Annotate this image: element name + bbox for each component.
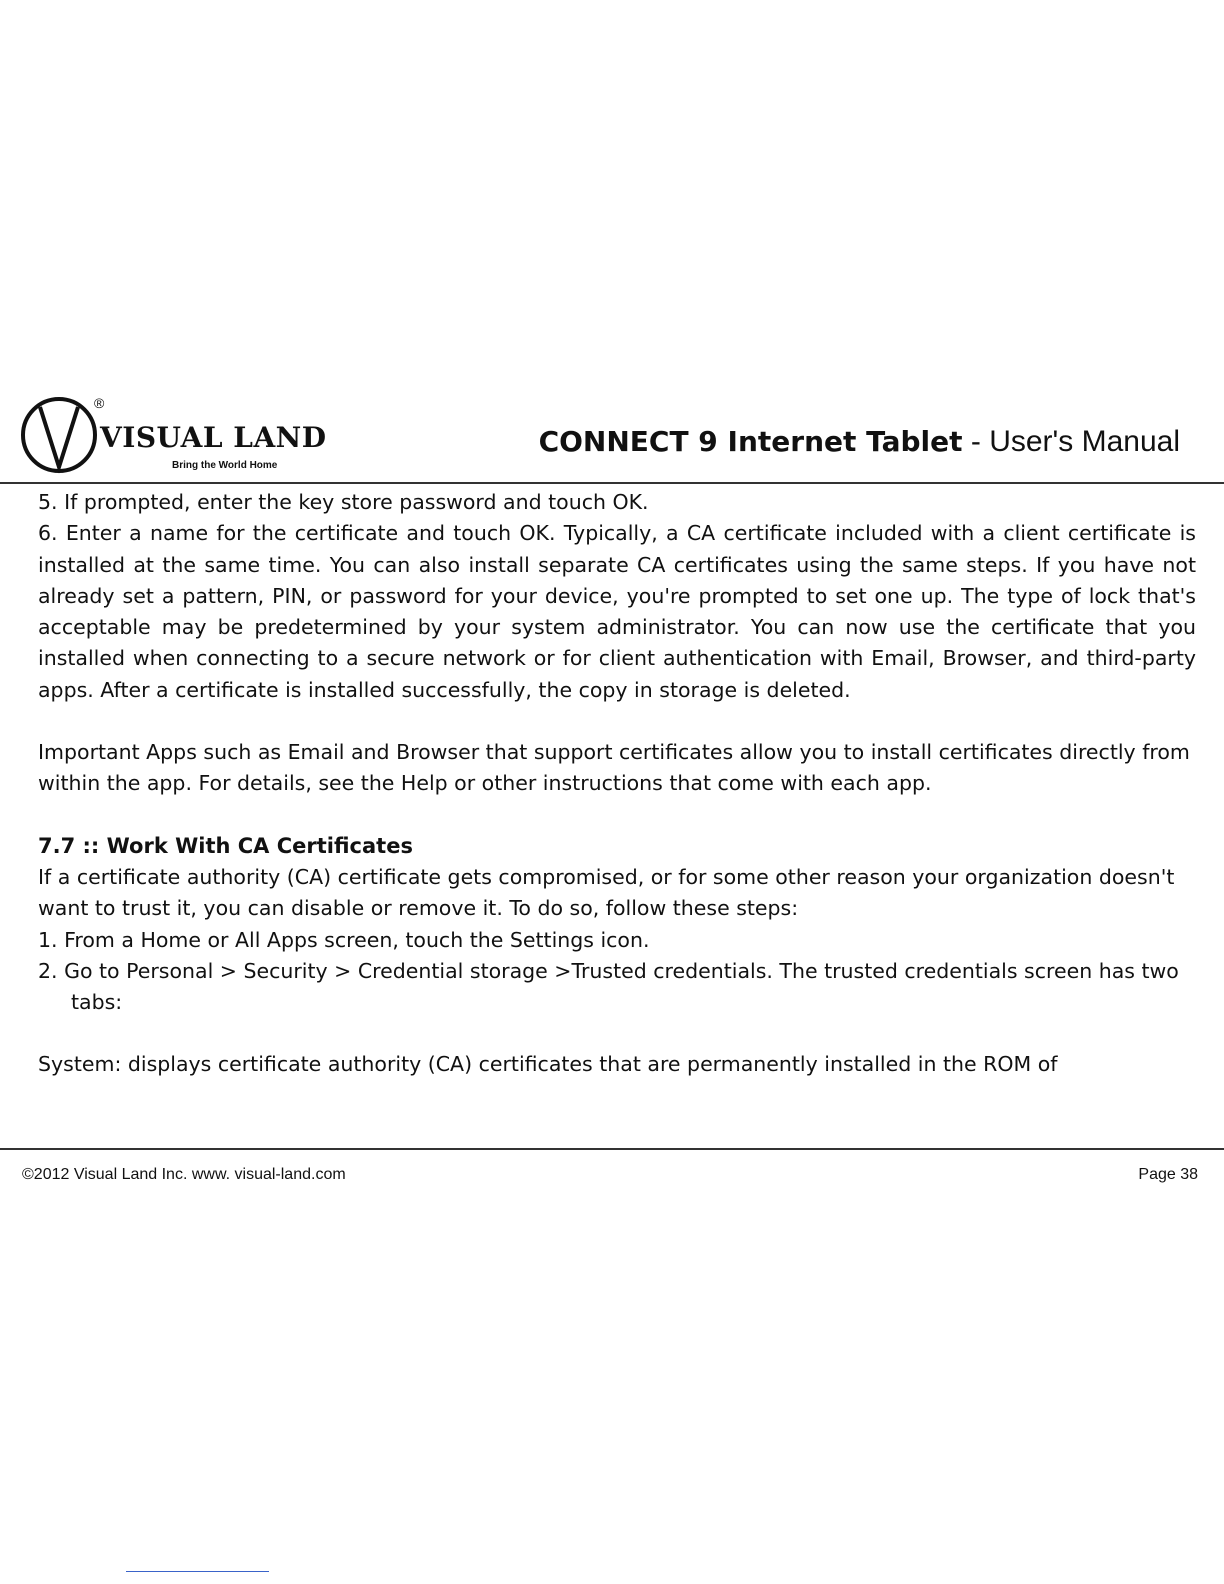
important-note: Important Apps such as Email and Browser that support certificates allow you to install certificates directly from within the app. For details, see the Help or other instructions that come with each app. bbox=[38, 740, 1190, 796]
decorative-underline bbox=[126, 1571, 269, 1572]
paragraph-gap bbox=[38, 1018, 1196, 1049]
document-title-product: CONNECT 9 Internet Tablet bbox=[538, 425, 963, 458]
step-5: 5. If prompted, enter the key store password and touch OK. bbox=[38, 490, 649, 514]
footer-page-number: Page 38 bbox=[1138, 1166, 1198, 1183]
document-title-suffix: - User's Manual bbox=[962, 425, 1180, 458]
registered-mark: ® bbox=[94, 395, 105, 411]
step-6: 6. Enter a name for the certificate and touch OK. Typically, a CA certificate included with a client certificate is installed at the same time. You can also install separate CA certificates using the same steps. If you have not already set a pattern, PIN, or password for your device, you're prompted to set one up. The type of lock that's acceptable may be predetermined by your system administrator. You can now use the certificate that you installed when connecting to a secure network or for client authentication with Email, Browser, and third-party apps. After a certificate is installed successfully, the copy in storage is deleted. bbox=[38, 521, 1196, 702]
section-heading: 7.7 :: Work With CA Certificates bbox=[38, 833, 413, 858]
list-step-1: 1. From a Home or All Apps screen, touch the Settings icon. bbox=[38, 927, 650, 952]
page-header bbox=[0, 385, 1224, 485]
section-intro: If a certificate authority (CA) certificate gets compromised, or for some other reason your organization doesn't want to trust it, you can disable or remove it. To do so, follow these steps: bbox=[38, 864, 1175, 921]
paragraph-gap bbox=[38, 800, 1196, 831]
document-title bbox=[539, 425, 1180, 459]
page-content bbox=[38, 487, 1196, 1081]
brand-tagline: Bring the World Home bbox=[172, 460, 278, 471]
system-tab-description: System: displays certificate authority (CA) certificates that are permanently installed in the ROM of bbox=[38, 1052, 1058, 1077]
paragraph-gap bbox=[38, 706, 1196, 737]
header-divider bbox=[0, 482, 1224, 484]
visual-land-logo bbox=[20, 391, 327, 477]
v-circle-logo-icon bbox=[20, 391, 100, 477]
footer-copyright: ©2012 Visual Land Inc. www. visual-land.com bbox=[22, 1166, 346, 1183]
list-step-2: 2. Go to Personal > Security > Credential storage >Trusted credentials. The trusted credentials screen has two tabs: bbox=[38, 958, 1179, 1015]
footer-divider bbox=[0, 1148, 1224, 1150]
brand-name: VISUAL LAND bbox=[100, 421, 327, 454]
